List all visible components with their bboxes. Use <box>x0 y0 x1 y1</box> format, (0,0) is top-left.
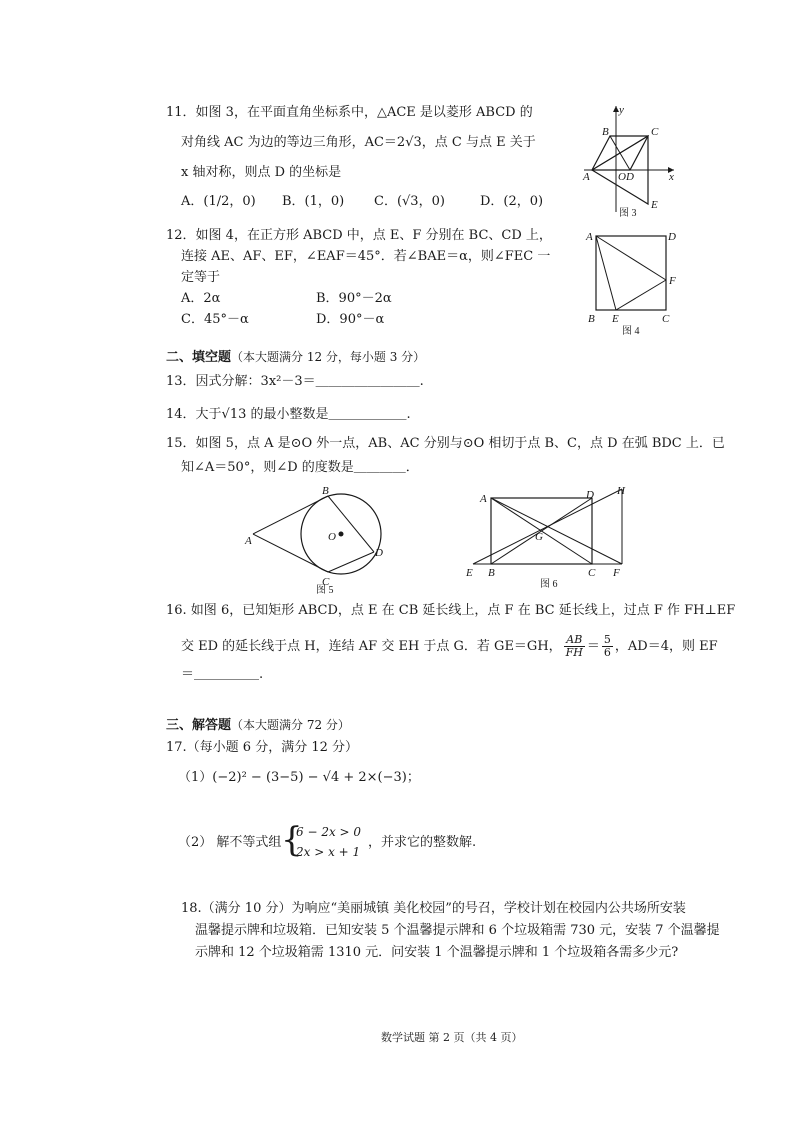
fig3-label-b: B <box>602 126 609 138</box>
fig5-caption: 图 5 <box>316 585 334 594</box>
section-3-note: （本大题满分 72 分） <box>231 718 350 732</box>
fig6-label-d: D <box>586 489 594 501</box>
fig4-label-f: F <box>669 275 676 287</box>
section-2-heading <box>166 348 425 367</box>
fig3-diagonal-bd <box>610 136 630 170</box>
fig3-label-x: x <box>669 171 674 183</box>
fig6-label-c: C <box>588 567 596 579</box>
q14-text: 14．大于√13 的最小整数是＿＿＿＿＿＿. <box>166 407 411 422</box>
fig5-center-dot <box>339 532 344 537</box>
fig3-label-a: A <box>583 171 590 183</box>
q12-option-c: C．45°－α <box>181 312 249 327</box>
fig5-tangent-ac <box>253 534 328 572</box>
fig4-label-d: D <box>668 231 676 243</box>
section-3-heading <box>166 716 350 735</box>
q16-frac1-denominator: FH <box>565 646 583 659</box>
q16-line2-text: 交 ED 的延长线于点 H，连结 AF 交 EH 于点 G．若 GE＝GH， <box>181 639 562 654</box>
q12-line2: 连接 AE、AF、EF，∠EAF＝45°．若∠BAE＝α，则∠FEC 一 <box>181 249 551 264</box>
q17-part1: （1）(−2)² − (3−5) − √4 + 2×(−3)； <box>178 770 420 785</box>
q11-line2: 对角线 AC 为边的等边三角形，AC＝2√3，点 C 与点 E 关于 <box>181 135 536 150</box>
q17-system-line2: 2x > x + 1 <box>296 845 361 859</box>
fig6-label-h: H <box>617 485 625 497</box>
section-2-note: （本大题满分 12 分，每小题 3 分） <box>231 350 426 364</box>
fig6-label-g: G <box>535 531 543 543</box>
q16-frac2-numerator: 5 <box>603 633 611 646</box>
fig3-label-e: E <box>651 199 658 211</box>
fig4-label-b: B <box>588 313 595 325</box>
q16-line2-end: ，AD＝4，则 EF <box>614 639 718 654</box>
fig3-label-c: C <box>651 126 659 138</box>
q11-option-d: D．(2，0) <box>480 194 544 209</box>
fig4-line-ef <box>616 280 666 310</box>
q16-fraction-ab-fh <box>564 634 585 659</box>
figure-3 <box>578 100 680 218</box>
fig4-label-e: E <box>612 313 619 325</box>
q15-line1: 15．如图 5，点 A 是⊙O 外一点，AB、AC 分别与⊙O 相切于点 B、C，点 D 在弧 BDC 上．已 <box>166 436 725 451</box>
q16-line1: 16. 如图 6，已知矩形 ABCD，点 E 在 CB 延长线上，点 F 在 BC 延长线上，过点 F 作 FH⊥EF <box>166 603 736 618</box>
q11-option-a: A．(1/2，0) <box>181 194 256 209</box>
q16-frac1-numerator: AB <box>564 634 585 647</box>
figure-4 <box>582 226 682 338</box>
q15-line2: 知∠A＝50°，则∠D 的度数是＿＿＿＿． <box>181 460 419 475</box>
q11-line1: 11．如图 3，在平面直角坐标系中，△ACE 是以菱形 ABCD 的 <box>166 105 533 120</box>
fig5-chord-cd <box>328 552 374 572</box>
q13-text: 13．因式分解：3x²－3＝＿＿＿＿＿＿＿＿. <box>166 374 424 389</box>
fig6-label-f: F <box>613 567 620 579</box>
fig4-label-a: A <box>586 231 593 243</box>
q16-frac2-denominator: 6 <box>603 646 611 659</box>
q17-part2-end: ，并求它的整数解. <box>368 835 477 850</box>
fig3-caption: 图 3 <box>619 208 637 218</box>
fig6-caption: 图 6 <box>540 579 558 590</box>
q12-line3: 定等于 <box>181 270 221 285</box>
q17-system-line1: 6 − 2x > 0 <box>296 825 362 839</box>
q18-line1: 18.（满分 10 分）为响应“美丽城镇 美化校园”的号召，学校计划在校园内公共场所安装 <box>181 901 686 916</box>
section-3-title: 三、解答题 <box>166 718 232 733</box>
section-2-title: 二、填空题 <box>166 350 232 365</box>
figure-6 <box>460 484 638 592</box>
fig6-label-e: E <box>466 567 473 579</box>
fig4-caption: 图 4 <box>622 326 640 337</box>
fig6-label-b: B <box>488 567 495 579</box>
fig5-label-d: D <box>375 547 383 559</box>
q17-head: 17.（每小题 6 分，满分 12 分） <box>166 740 359 755</box>
fig4-label-c: C <box>662 313 670 325</box>
fig5-label-b: B <box>322 485 329 497</box>
q12-option-a: A．2α <box>181 291 221 306</box>
q11-option-c: C．(√3，0) <box>374 194 445 209</box>
fig3-label-y: y <box>619 104 624 116</box>
q11-option-b: B．(1，0) <box>282 194 345 209</box>
q16-line3: ＝＿＿＿＿＿. <box>181 667 264 682</box>
q16-fraction-5-6 <box>602 634 613 659</box>
fig3-label-o: O <box>618 171 626 183</box>
figure-5 <box>240 482 400 594</box>
fig5-label-o: O <box>328 531 336 543</box>
fig5-tangent-ab <box>253 496 328 534</box>
fig5-label-a: A <box>245 535 252 547</box>
q11-line3: x 轴对称，则点 D 的坐标是 <box>181 165 342 180</box>
q17-system-brace: { <box>281 820 303 860</box>
q12-option-d: D．90°－α <box>316 312 385 327</box>
q18-line3: 示牌和 12 个垃圾箱需 1310 元．问安装 1 个温馨提示牌和 1 个垃圾箱各需多少元? <box>195 945 679 960</box>
q12-option-b: B．90°－2α <box>316 291 392 306</box>
q12-line1: 12．如图 4，在正方形 ABCD 中，点 E、F 分别在 BC、CD 上， <box>166 228 552 243</box>
q17-part2-label: （2） 解不等式组 <box>178 835 282 850</box>
q16-equals: ＝ <box>586 639 600 654</box>
fig3-label-d: D <box>626 171 634 183</box>
fig6-line-af <box>491 498 622 564</box>
q16-line2 <box>181 632 718 662</box>
fig5-label-c: C <box>322 576 330 588</box>
fig6-label-a: A <box>480 493 487 505</box>
q18-line2: 温馨提示牌和垃圾箱．已知安装 5 个温馨提示牌和 6 个垃圾箱需 730 元，安装 7 个温馨提 <box>195 923 720 938</box>
page-footer: 数学试题 第 2 页（共 4 页） <box>381 1031 523 1044</box>
